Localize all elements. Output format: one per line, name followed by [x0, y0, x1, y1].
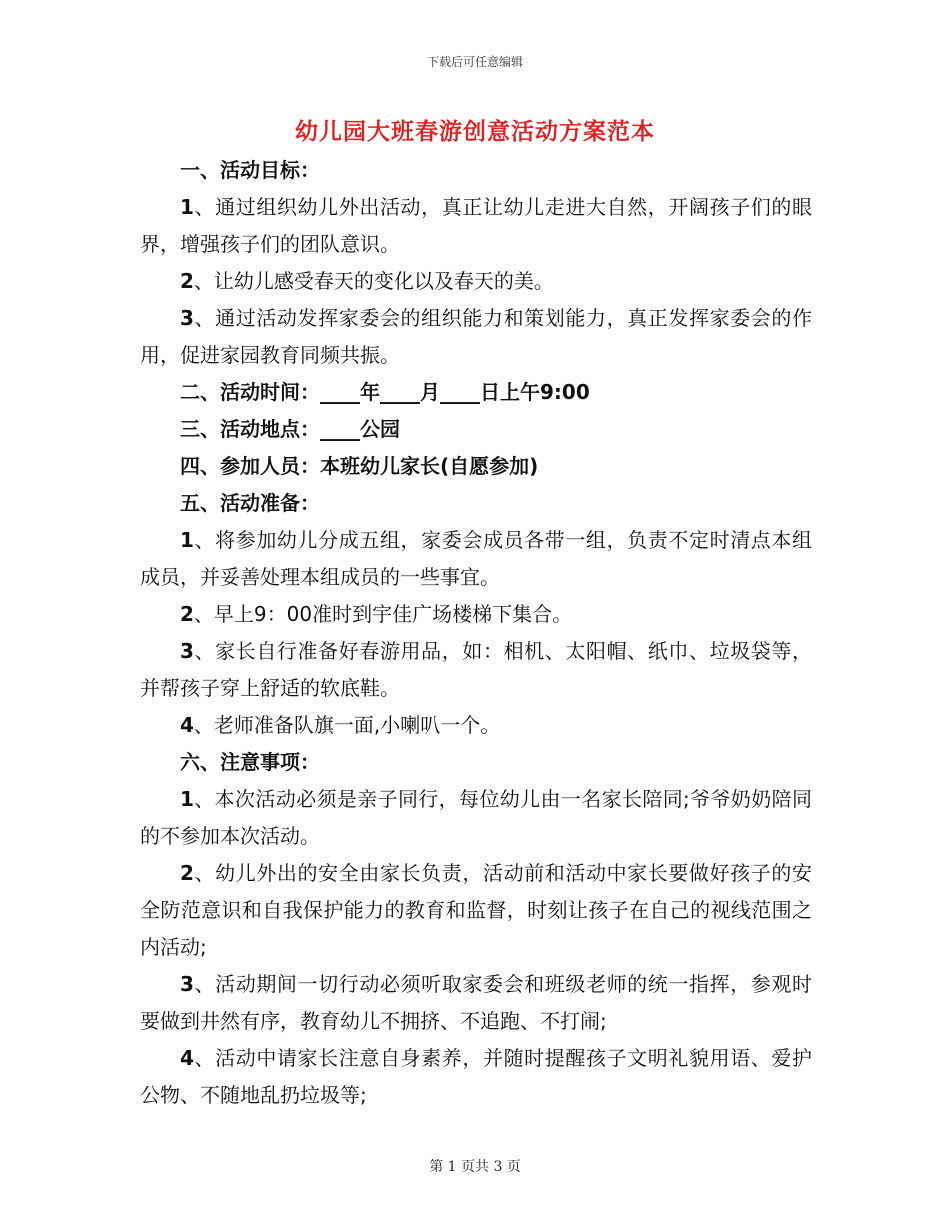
item-text: 、早上9：00准时到宇佳广场楼梯下集合。: [193, 602, 573, 626]
item-text: 、活动期间一切行动必须听取家委会和班级老师的统一指挥，参观时要做到井然有序，教育幼儿不拥挤、不追跑、不打闹;: [140, 972, 812, 1033]
prep-item-2: [140, 596, 812, 633]
item-text: 、通过组织幼儿外出活动，真正让幼儿走进大自然，开阔孩子们的眼界，增强孩子们的团队意识。: [140, 195, 812, 256]
section-time: 二、活动时间：____年____月____日上午9:00: [180, 380, 590, 404]
item-number: 1: [180, 195, 194, 219]
item-text: 、本次活动必须是亲子同行，每位幼儿由一名家长陪同;爷爷奶奶陪同的不参加本次活动。: [140, 787, 812, 848]
item-number: 4: [180, 1046, 194, 1070]
item-text: 、家长自行准备好春游用品，如：相机、太阳帽、纸巾、垃圾袋等，并帮孩子穿上舒适的软底鞋。: [140, 639, 812, 700]
section-people: 四、参加人员：本班幼儿家长(自愿参加): [180, 454, 539, 478]
item-text: 、幼儿外出的安全由家长负责，活动前和活动中家长要做好孩子的安全防范意识和自我保护能力的教育和监督，时刻让孩子在自己的视线范围之内活动;: [140, 861, 812, 959]
notice-item-3: [140, 966, 812, 1040]
goal-item-3: [140, 300, 812, 374]
prep-item-3: [140, 633, 812, 707]
section-heading-notice: 六、注意事项：: [180, 750, 320, 774]
item-text: 、将参加幼儿分成五组，家委会成员各带一组，负责不定时清点本组成员，并妥善处理本组成员的一些事宜。: [140, 528, 812, 589]
notice-item-1: [140, 781, 812, 855]
item-number: 4: [180, 713, 194, 737]
item-number: 3: [180, 639, 194, 663]
item-number: 2: [180, 269, 194, 293]
item-number: 3: [180, 972, 194, 996]
section-heading-goal: 一、活动目标：: [180, 158, 320, 182]
item-number: 2: [180, 861, 194, 885]
item-text: 、通过活动发挥家委会的组织能力和策划能力，真正发挥家委会的作用，促进家园教育同频共振。: [140, 306, 812, 367]
notice-item-4: [140, 1040, 812, 1114]
prep-item-1: [140, 522, 812, 596]
section-heading-prep: 五、活动准备：: [180, 491, 320, 515]
item-number: 1: [180, 787, 194, 811]
goal-item-2: [140, 263, 812, 300]
item-number: 1: [180, 528, 194, 552]
item-text: 、活动中请家长注意自身素养，并随时提醒孩子文明礼貌用语、爱护公物、不随地乱扔垃圾等;: [140, 1046, 812, 1107]
section-place: 三、活动地点：____公园: [180, 417, 400, 441]
notice-item-2: [140, 855, 812, 966]
page-footer: 第 1 页共 3 页: [429, 1159, 521, 1175]
prep-item-4: [140, 707, 812, 744]
item-text: 、让幼儿感受春天的变化以及春天的美。: [193, 269, 554, 293]
goal-item-1: [140, 189, 812, 263]
item-text: 、老师准备队旗一面,小喇叭一个。: [193, 713, 501, 737]
document-title: 幼儿园大班春游创意活动方案范本: [295, 119, 655, 145]
document-body: [140, 152, 812, 1114]
item-number: 3: [180, 306, 194, 330]
page-header: 下载后可任意编辑: [426, 55, 523, 69]
item-number: 2: [180, 602, 194, 626]
